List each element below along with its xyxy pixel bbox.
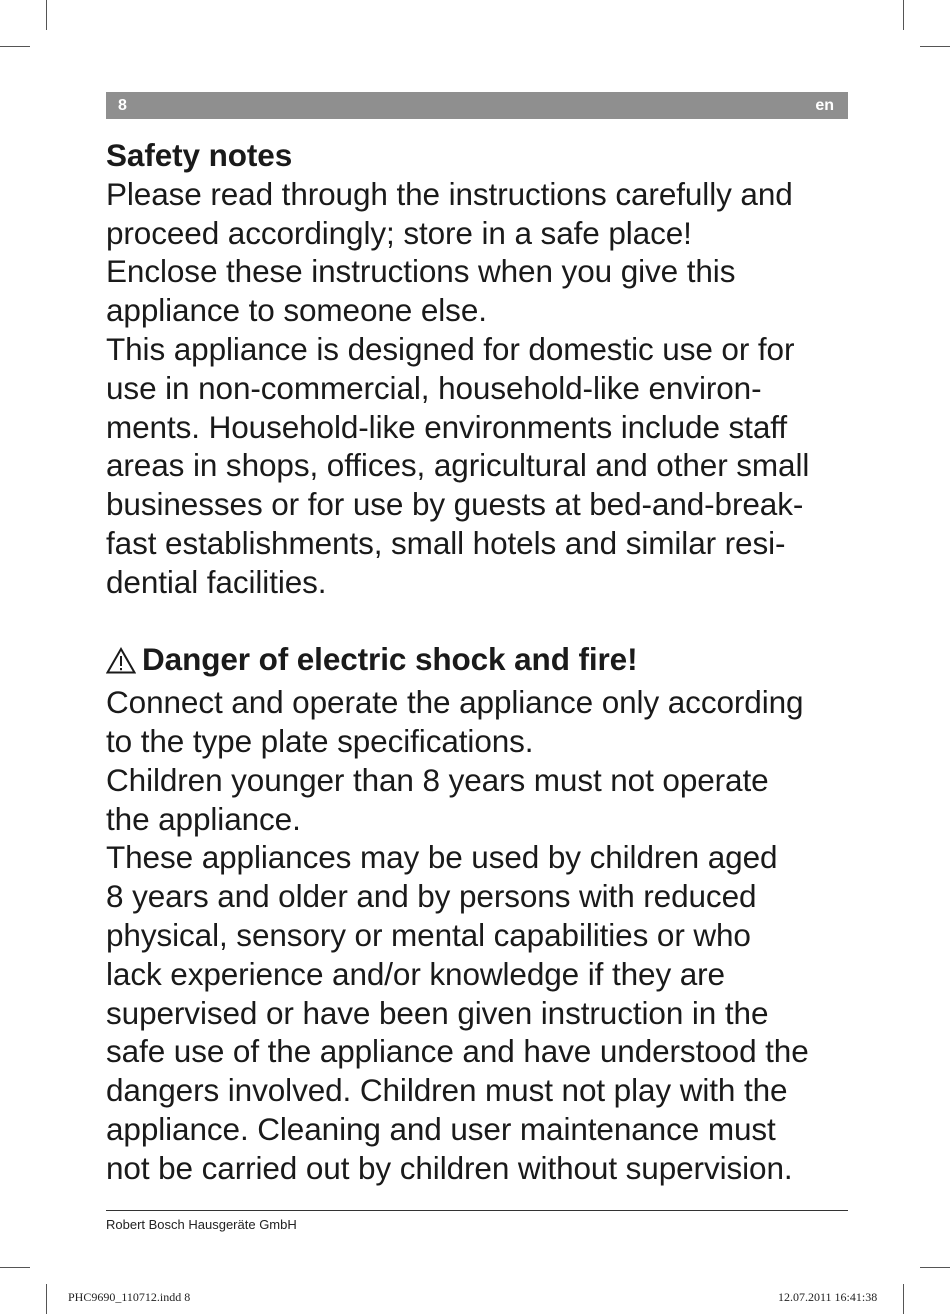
text-line: dential facilities. <box>106 563 327 600</box>
text-line: areas in shops, offices, agricultural and other small <box>106 447 810 484</box>
text-line: supervised or have been given instruction in the <box>106 994 769 1031</box>
crop-mark <box>920 46 950 47</box>
crop-mark <box>0 46 30 47</box>
text-line: businesses or for use by guests at bed-and-break- <box>106 486 804 523</box>
text-line: safe use of the appliance and have understood the <box>106 1033 809 1070</box>
page-header-bar <box>106 92 848 119</box>
warning-heading <box>106 640 856 683</box>
publisher-name: Robert Bosch Hausgeräte GmbH <box>106 1217 297 1232</box>
text-line: Children younger than 8 years must not operate <box>106 761 769 798</box>
footer-rule <box>106 1210 848 1211</box>
section-text <box>106 683 856 1187</box>
text-line: proceed accordingly; store in a safe place! <box>106 214 692 251</box>
section-spacer <box>106 602 856 641</box>
text-line: not be carried out by children without supervision. <box>106 1149 793 1186</box>
language-code: en <box>815 96 834 114</box>
crop-mark <box>46 1284 47 1314</box>
text-line: These appliances may be used by children aged <box>106 839 778 876</box>
text-line: Connect and operate the appliance only according <box>106 684 804 721</box>
warning-triangle-icon <box>106 644 136 683</box>
text-line: the appliance. <box>106 800 301 837</box>
crop-mark <box>920 1267 950 1268</box>
file-slug: PHC9690_110712.indd 8 <box>68 1290 191 1304</box>
date-slug: 12.07.2011 16:41:38 <box>778 1290 878 1304</box>
text-line: This appliance is designed for domestic use or for <box>106 330 795 367</box>
crop-mark <box>903 1284 904 1314</box>
section-text <box>106 175 856 602</box>
crop-mark <box>903 0 904 30</box>
warning-heading-text: Danger of electric shock and fire! <box>142 641 638 678</box>
text-line: ments. Household-like environments include staff <box>106 408 787 445</box>
page-number: 8 <box>118 96 127 114</box>
text-line: Please read through the instructions carefully and <box>106 175 793 212</box>
text-line: lack experience and/or knowledge if they are <box>106 955 725 992</box>
text-line: 8 years and older and by persons with reduced <box>106 878 757 915</box>
text-line: Enclose these instructions when you give this <box>106 253 736 290</box>
text-line: fast establishments, small hotels and similar resi- <box>106 524 786 561</box>
safety-notes-body <box>106 136 856 1188</box>
section-heading: Safety notes <box>106 137 293 173</box>
text-line: to the type plate specifications. <box>106 722 534 759</box>
text-line: physical, sensory or mental capabilities or who <box>106 916 751 953</box>
text-line: appliance. Cleaning and user maintenance must <box>106 1110 776 1147</box>
crop-mark <box>46 0 47 30</box>
text-line: appliance to someone else. <box>106 292 487 329</box>
text-line: use in non-commercial, household-like environ- <box>106 369 762 406</box>
crop-mark <box>0 1267 30 1268</box>
text-line: dangers involved. Children must not play with the <box>106 1072 788 1109</box>
